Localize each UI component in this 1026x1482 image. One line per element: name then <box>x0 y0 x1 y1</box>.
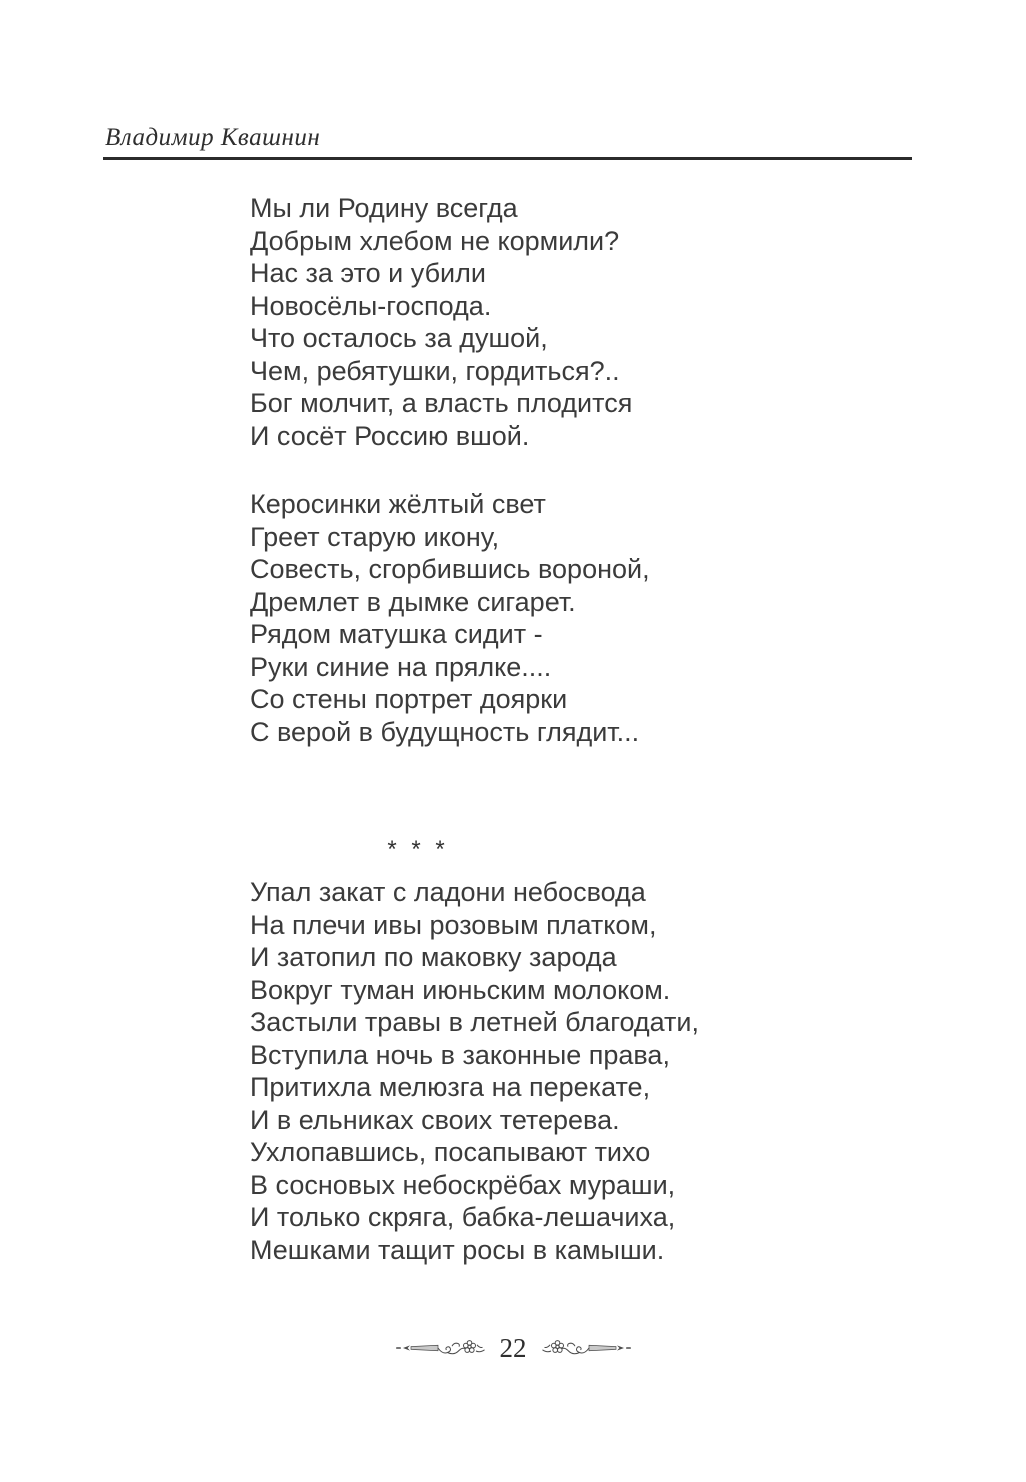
header-rule <box>103 157 912 160</box>
poem-line: Рядом матушка сидит - <box>250 619 543 649</box>
poem-line: И затопил по маковку зарода <box>250 942 617 972</box>
footer-flourish-right-icon <box>539 1333 631 1363</box>
poem-line: Бог молчит, а власть плодится <box>250 388 633 418</box>
poem-line: Новосёлы-господа. <box>250 290 492 321</box>
poem-separator-asterisks: * * * <box>387 836 449 863</box>
poem-line: И сосёт Россию вшой. <box>250 420 530 451</box>
poem-line: Керосинки жёлтый свет <box>250 489 546 519</box>
poem-line: Греет старую икону, <box>250 521 500 552</box>
footer-flourish-left-icon <box>396 1333 488 1363</box>
poem-line: Совесть, сгорбившись вороной, <box>250 554 650 584</box>
running-header-author: Владимир Квашнин <box>105 124 321 151</box>
poem-line: На плечи ивы розовым платком, <box>250 909 657 940</box>
poem-line: Вступила ночь в законные права, <box>250 1039 670 1070</box>
poem-line: Добрым хлебом не кормили? <box>250 225 620 256</box>
poem-stanza-2 <box>250 488 650 748</box>
poem-line: Ухлопавшись, посапывают тихо <box>250 1137 651 1167</box>
poem-line: И только скряга, бабка-лешачиха, <box>250 1202 676 1232</box>
poem-line: Что осталось за душой, <box>250 323 548 353</box>
poem-line: И в ельниках своих тетерева. <box>250 1104 620 1135</box>
poem-line: С верой в будущность глядит... <box>250 716 640 747</box>
page-number: 22 <box>499 1332 527 1363</box>
poem-line: Вокруг туман июньским молоком. <box>250 974 671 1005</box>
poem-line: Чем, ребятушки, гордиться?.. <box>250 355 620 386</box>
poem-line: Мешками тащит росы в камыши. <box>250 1234 665 1265</box>
page-footer <box>0 1330 1026 1366</box>
poem-line: Руки синие на прялке.... <box>250 651 552 682</box>
poem-line: В сосновых небоскрёбах мураши, <box>250 1169 676 1200</box>
poem-line: Застыли травы в летней благодати, <box>250 1007 700 1037</box>
poem-line: Мы ли Родину всегда <box>250 193 518 223</box>
poem-stanza-1 <box>250 192 632 452</box>
poem-line: Упал закат с ладони небосвода <box>250 877 646 907</box>
poem-line: Со стены портрет доярки <box>250 684 568 714</box>
poem-line: Нас за это и убили <box>250 258 486 288</box>
poem-line: Притихла мелюзга на перекате, <box>250 1072 651 1102</box>
poem-stanza-3 <box>250 876 699 1266</box>
poem-line: Дремлет в дымке сигарет. <box>250 586 576 617</box>
